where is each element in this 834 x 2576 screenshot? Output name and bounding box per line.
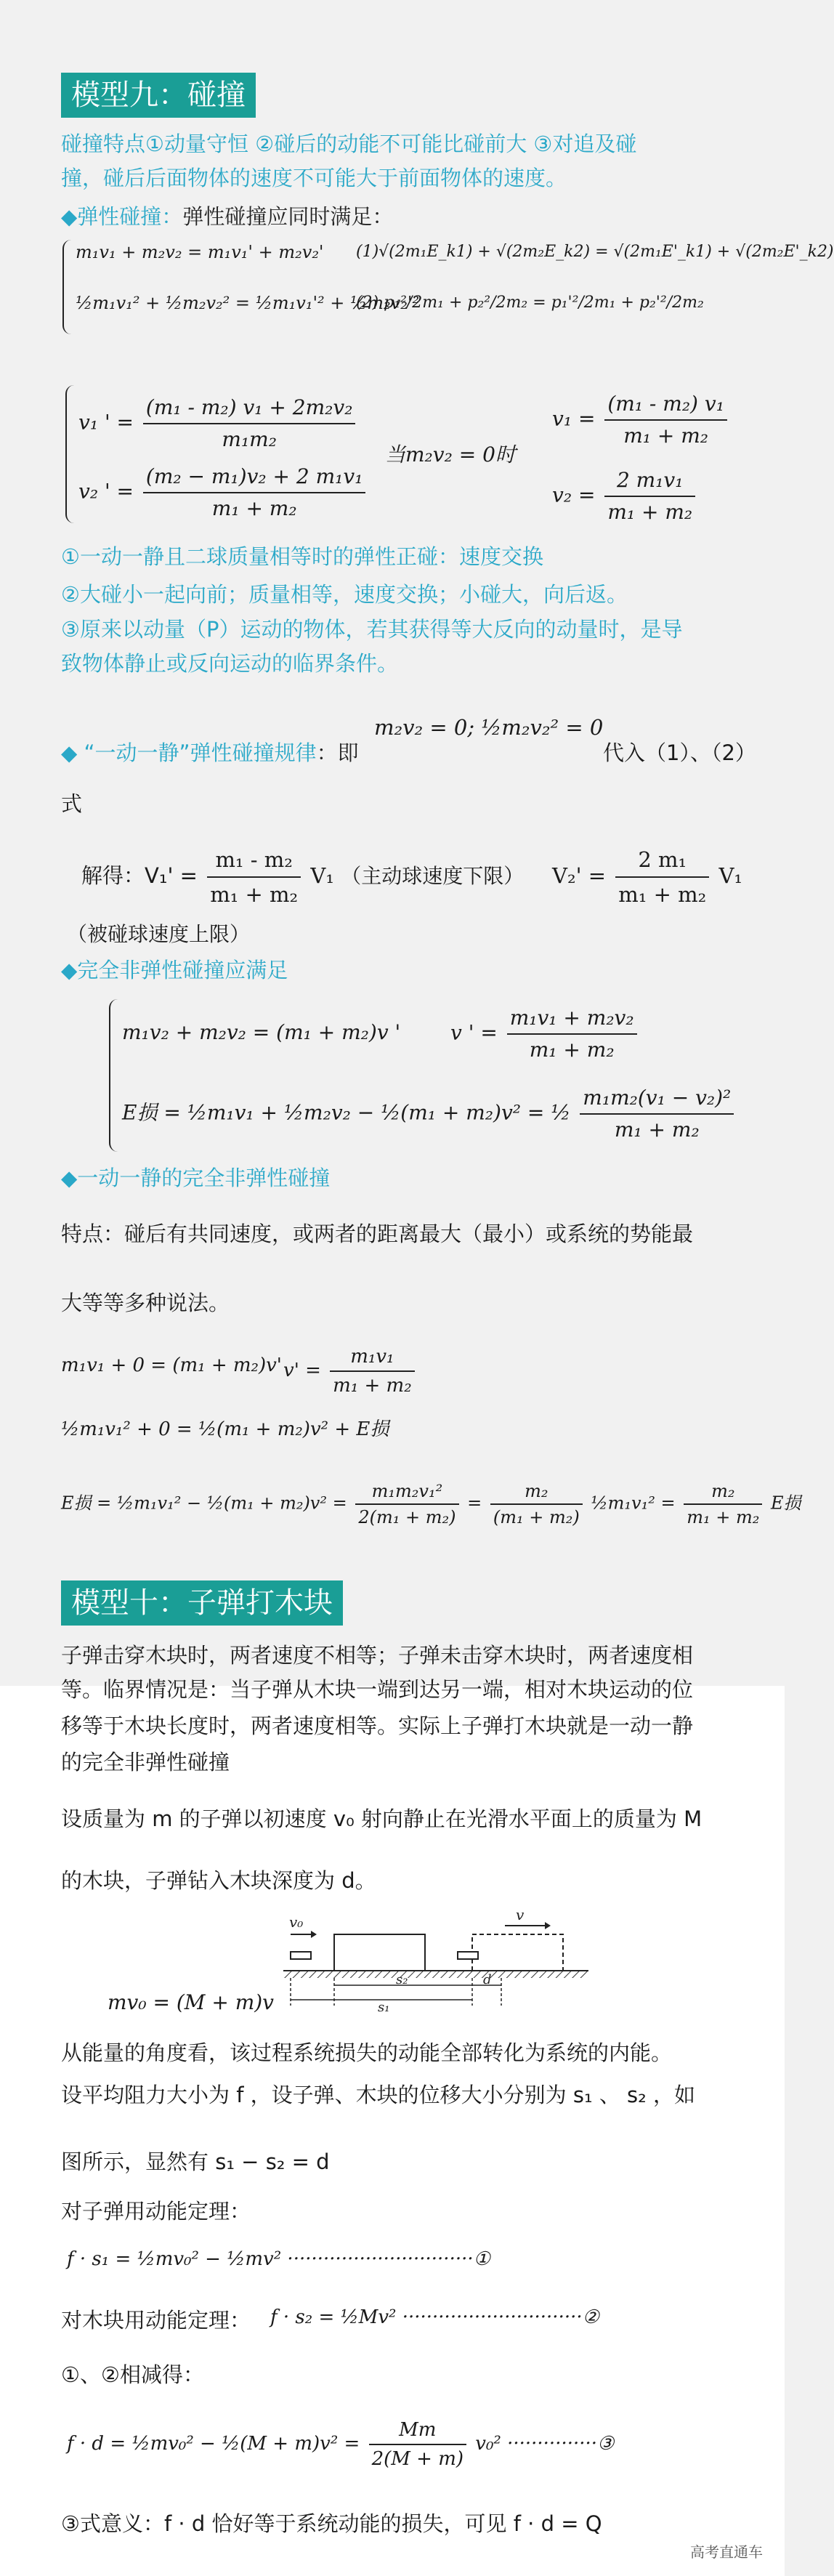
velocity-brace	[65, 385, 77, 523]
subtract-eq-fraction	[369, 2416, 466, 2473]
rule-label: ◆ “一动一静”弹性碰撞规律	[61, 740, 317, 765]
v1-denominator: m₁ + m₂	[623, 424, 709, 448]
inelastic-eq2-numerator: m₁m₂(v₁ − v₂)²	[580, 1083, 734, 1115]
v-label: v	[516, 1906, 525, 1923]
inelastic-eq1b-denominator: m₁ + m₂	[529, 1038, 615, 1062]
os-eq3-fraction-2	[490, 1479, 583, 1530]
os-eq3-part-a: E损 = ½m₁v₁² − ½(m₁ + m₂)v² =	[61, 1493, 347, 1514]
v1-prime-fraction	[143, 392, 356, 455]
p1-line3: 移等于木块长度时，两者速度相等。实际上子弹打木块就是一动一静	[61, 1713, 694, 1738]
ground-hatch	[283, 1971, 588, 1978]
solve-note-1: （主动球速度下限）	[341, 864, 525, 888]
bullet-theorem-label: 对子弹用动能定理：	[61, 2199, 251, 2224]
os-eq2: ½m₁v₁² + 0 = ½(m₁ + m₂)v² + E损	[61, 1418, 389, 1440]
when-condition: 当m₂v₂ = 0时	[385, 443, 516, 467]
solve-label: 解得：V₁' =	[81, 863, 198, 888]
onestill-label: ◆一动一静的完全非弹性碰撞	[61, 1166, 331, 1190]
p3: 从能量的角度看，该过程系统损失的动能全部转化为系统的内能。	[61, 2040, 673, 2065]
rule-heading	[61, 736, 359, 770]
model10-title: 模型十：子弹打木块	[61, 1580, 343, 1626]
meaning-text: ③式意义：f · d 恰好等于系统动能的损失，可见 f · d = Q	[61, 2511, 602, 2536]
inelastic-eq1b-numerator: m₁v₁ + m₂v₂	[507, 1003, 637, 1035]
os-eq3	[61, 1479, 801, 1530]
solve-numerator-1: m₁ - m₂	[207, 843, 301, 878]
subtract-eq-part-a: f · d = ½mv₀² − ½(M + m)v² =	[67, 2433, 360, 2455]
bullet-final	[458, 1952, 478, 1959]
solve-v1-symbol: V₁	[310, 863, 334, 888]
eq-energy: ½m₁v₁² + ½m₂v₂² = ½m₁v₁'² + ½m₂v₂'²	[76, 293, 420, 313]
subtract-eq-denominator: 2(M + m)	[371, 2448, 464, 2470]
s1-label: s₁	[378, 2000, 390, 2015]
os-eq3-part-c: ½m₁v₁² =	[591, 1493, 676, 1514]
solve-denominator-1: m₁ + m₂	[210, 882, 299, 907]
block-final	[472, 1934, 563, 1971]
v1-numerator: (m₁ - m₂) v₁	[604, 389, 727, 421]
os-eq3-fraction-1	[355, 1479, 458, 1530]
note-3-line2: 致物体静止或反向运动的临界条件。	[61, 651, 399, 676]
eq-momentum: m₁v₁ + m₂v₂ = m₁v₁' + m₂v₂'	[76, 242, 324, 262]
inelastic-eq2	[122, 1083, 737, 1145]
solve-denominator-2: m₁ + m₂	[618, 882, 707, 907]
subtract-label: ①、②相减得：	[61, 2362, 204, 2387]
os-eq1b-lhs: v' =	[283, 1360, 321, 1381]
elastic-label: ◆弹性碰撞：	[61, 204, 183, 229]
note-3-line1: ③原来以动量（P）运动的物体，若其获得等大反向的动量时，是导	[61, 617, 683, 642]
v2-fraction	[604, 465, 695, 528]
os-eq3-numerator-3: m₂	[684, 1479, 762, 1505]
model9-intro-line2: 撞，碰后后面物体的速度不可能大于前面物体的速度。	[61, 166, 567, 190]
elastic-text: 弹性碰撞应同时满足：	[182, 204, 394, 229]
inelastic-eq1b-lhs: v ' =	[450, 1020, 498, 1045]
rule-substitute: 代入（1）、（2）	[603, 740, 756, 765]
solve-note-2: （被碰球速度上限）	[67, 922, 251, 946]
p2-line2: 的木块，子弹钻入木块深度为 d。	[61, 1868, 376, 1893]
v2-numerator: 2 m₁v₁	[604, 465, 695, 497]
inelastic-label: ◆完全非弹性碰撞应满足	[61, 958, 288, 982]
rule-shi: 式	[61, 791, 83, 816]
os-eq1: m₁v₁ + 0 = (m₁ + m₂)v'	[61, 1354, 282, 1376]
p1-line2: 等。临界情况是：当子弹从木块一端到达另一端，相对木块运动的位	[61, 1677, 694, 1702]
bullet-theorem-eq: f · s₁ = ½mv₀² − ½mv² ·······························①	[67, 2248, 490, 2270]
watermark: 高考直通车	[690, 2543, 763, 2561]
os-eq1b-denominator: m₁ + m₂	[333, 1375, 412, 1397]
p2-line1: 设质量为 m 的子弹以初速度 v₀ 射向静止在光滑水平面上的质量为 M	[61, 1806, 703, 1831]
os-eq1b-fraction	[330, 1343, 414, 1400]
rule-ji: ：即	[316, 740, 359, 765]
eq-alt1: (1)√(2m₁E_k1) + √(2m₂E_k2) = √(2m₁E'_k1) + √(2m₂E'_k2)	[356, 243, 834, 261]
v2-eq	[552, 465, 698, 528]
v2-prime-fraction	[143, 461, 366, 524]
v1-fraction	[604, 389, 727, 451]
inelastic-eq1: m₁v₂ + m₂v₂ = (m₁ + m₂)v '	[122, 1020, 401, 1044]
os-eq3-part-b: =	[467, 1493, 482, 1514]
inelastic-eq2-lhs: E损 = ½m₁v₁ + ½m₂v₂ − ½(m₁ + m₂)v² = ½	[122, 1100, 571, 1125]
model9-intro-line1: 碰撞特点①动量守恒 ②碰后的动能不可能比碰前大 ③对追及碰	[61, 132, 637, 156]
os-eq3-part-e: E损	[770, 1493, 801, 1514]
momentum-eq: mv₀ = (M + m)v	[108, 1990, 275, 2014]
elastic-brace	[62, 240, 74, 334]
v2-prime-denominator: m₁ + m₂	[211, 496, 297, 520]
inelastic-eq2-fraction	[580, 1083, 734, 1145]
os-eq3-fraction-3	[684, 1479, 762, 1530]
v-arrowhead	[545, 1922, 551, 1929]
solve-v1-eq	[81, 843, 524, 911]
block-initial	[334, 1934, 425, 1971]
solve-v2-eq	[552, 843, 742, 911]
os-eq3-numerator-1: m₁m₂v₁²	[355, 1479, 458, 1505]
rule-condition: m₂v₂ = 0; ½m₂v₂² = 0	[374, 715, 604, 740]
os-eq1b	[283, 1343, 418, 1400]
subtract-eq-part-b: v₀² ···············③	[475, 2433, 615, 2455]
feature-line2: 大等等多种说法。	[61, 1291, 230, 1315]
v1-lhs: v₁ =	[552, 406, 596, 431]
v1-prime-lhs: v₁ ' =	[78, 410, 134, 435]
v2-prime-lhs: v₂ ' =	[78, 479, 134, 504]
v2-lhs: v₂ =	[552, 483, 596, 507]
bullet-initial	[291, 1952, 311, 1959]
solve-lhs-2: V₂' =	[552, 863, 607, 888]
solve-fraction-2	[615, 843, 709, 911]
v1-prime-denominator: m₁m₂	[222, 427, 277, 451]
bullet-block-diagram	[276, 1904, 596, 2013]
p1-line4: 的完全非弹性碰撞	[61, 1750, 230, 1774]
inelastic-eq1b	[450, 1003, 640, 1065]
model10-section	[0, 1677, 785, 2576]
os-eq3-denominator-1: 2(m₁ + m₂)	[358, 1507, 456, 1527]
p4-line1: 设平均阻力大小为 f ，设子弹、木块的位移大小分别为 s₁ 、 s₂ ，如	[61, 2083, 695, 2107]
os-eq3-denominator-2: (m₁ + m₂)	[493, 1507, 580, 1527]
inelastic-eq1b-fraction	[507, 1003, 637, 1065]
s2-label: s₂	[396, 1972, 408, 1987]
elastic-heading	[61, 200, 393, 233]
note-1: ①一动一静且二球质量相等时的弹性正碰：速度交换	[61, 544, 543, 569]
solve-fraction-1	[207, 843, 301, 911]
v2-denominator: m₁ + m₂	[607, 500, 693, 524]
feature-line1: 特点：碰后有共同速度，或两者的距离最大（最小）或系统的势能最	[61, 1222, 694, 1246]
block-theorem-label: 对木块用动能定理：	[61, 2308, 251, 2333]
inelastic-brace	[109, 999, 121, 1152]
model9-title: 模型九：碰撞	[61, 73, 256, 118]
p4-line2: 图所示，显然有 s₁ − s₂ = d	[61, 2149, 330, 2174]
os-eq1b-numerator: m₁v₁	[330, 1343, 414, 1372]
os-eq3-numerator-2: m₂	[490, 1479, 583, 1505]
note-2: ②大碰小一起向前；质量相等，速度交换；小碰大，向后返。	[61, 582, 628, 607]
solve-numerator-2: 2 m₁	[615, 843, 709, 878]
v1-prime-numerator: (m₁ - m₂) v₁ + 2m₂v₂	[143, 392, 356, 424]
subtract-eq	[67, 2416, 614, 2473]
p1-line1: 子弹击穿木块时，两者速度不相等；子弹未击穿木块时，两者速度相	[61, 1643, 694, 1668]
v1-eq	[552, 389, 730, 451]
solve-v2-symbol: V₁	[718, 863, 743, 888]
eq-alt2: (2) p₁²/2m₁ + p₂²/2m₂ = p₁'²/2m₁ + p₂'²/2m₂	[356, 294, 704, 312]
v1-prime-eq	[78, 392, 358, 455]
d-label: d	[483, 1972, 492, 1987]
v0-label: v₀	[289, 1913, 304, 1931]
v0-arrowhead	[311, 1931, 317, 1938]
block-theorem-eq: f · s₂ = ½Mv² ······························②	[270, 2306, 599, 2328]
os-eq3-denominator-3: m₁ + m₂	[687, 1507, 760, 1527]
v2-prime-numerator: (m₂ − m₁)v₂ + 2 m₁v₁	[143, 461, 366, 493]
v2-prime-eq	[78, 461, 368, 524]
inelastic-eq2-denominator: m₁ + m₂	[614, 1118, 700, 1142]
subtract-eq-numerator: Mm	[369, 2416, 466, 2445]
